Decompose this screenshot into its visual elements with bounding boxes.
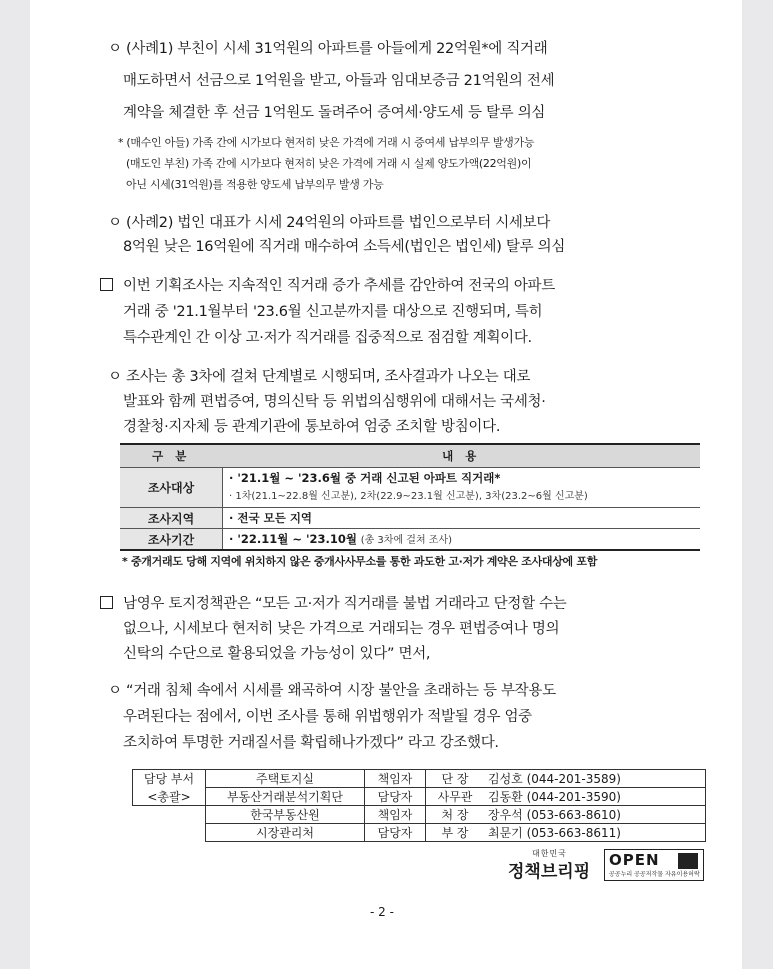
contact-org: 한국부동산원 — [206, 806, 365, 824]
plan-line1: 이번 기획조사는 지속적인 직거래 증가 추세를 감안하여 전국의 아파트 — [100, 270, 555, 302]
period-note: (총 3차에 걸쳐 조사) — [360, 535, 453, 546]
region-label: 조사지역 — [120, 508, 223, 529]
contact-person: 장우석 (053-663-8610) — [484, 806, 706, 824]
table-row — [120, 468, 700, 508]
period-label: 조사기간 — [120, 529, 223, 551]
case2-line2: 8억원 낮은 16억원에 직거래 매수하여 소득세(법인은 법인세) 탈루 의심 — [123, 239, 566, 255]
region-value: · 전국 모든 지역 — [223, 508, 701, 529]
table-row — [120, 508, 700, 529]
stage-line1: ㅇ 조사는 총 3차에 걸쳐 단계별로 시행되며, 조사결과가 나오는 대로 — [108, 369, 531, 385]
table-row — [120, 529, 700, 551]
korea-policy-briefing-logo — [508, 848, 596, 880]
case1-note-line1: * (매수인 아들) 가족 간에 시가보다 현저히 낮은 가격에 거래 시 증여세 납부의무 발생가능 — [118, 136, 535, 149]
col-category: 구 분 — [120, 444, 223, 468]
contact-org: 주택토지실 — [206, 770, 365, 788]
contact-title: 부 장 — [426, 824, 485, 842]
document-page — [30, 0, 742, 969]
contact-table — [132, 769, 706, 842]
logo-open-caption: 공공누리 공공저작물 자유이용허락 — [609, 871, 700, 878]
logo-korea-small: 대한민국 — [532, 849, 567, 858]
table-row — [133, 788, 706, 806]
blank-cell — [133, 806, 206, 842]
contact-role: 담당자 — [365, 788, 426, 806]
plan-line2: 거래 중 '21.1월부터 '23.6월 신고분까지를 대상으로 진행되며, 특히 — [123, 304, 543, 320]
contact-title: 처 장 — [426, 806, 485, 824]
target-label: 조사대상 — [120, 468, 223, 508]
quote-line3: 신탁의 수단으로 활용되었을 가능성이 있다” 면서, — [123, 646, 431, 662]
stage-line2: 발표와 함께 편법증여, 명의신탁 등 위법의심행위에 대해서는 국세청· — [123, 394, 546, 410]
open-license-logo — [604, 849, 704, 881]
contact-title: 단 장 — [426, 770, 485, 788]
case1-note-line3: 아닌 시세(31억원)를 적용한 양도세 납부의무 발생 가능 — [126, 178, 384, 191]
logo-open-title: OPEN — [609, 851, 660, 869]
contact-person: 김동환 (044-201-3590) — [484, 788, 706, 806]
contact-role: 담당자 — [365, 824, 426, 842]
target-content — [223, 468, 701, 508]
logo-korea-big: 정책브리핑 — [508, 862, 591, 882]
target-line2: · 1차(21.1~22.8월 신고분), 2차(22.9~23.1월 신고분), 3차(23.2~6월 신고분) — [229, 491, 588, 502]
checkbox-square-icon — [100, 596, 113, 609]
quote-line2: 없으나, 시세보다 현저히 낮은 가격으로 거래되는 경우 편법증여나 명의 — [123, 621, 560, 637]
dept-label: 담당 부서 — [133, 770, 206, 788]
table-row — [133, 824, 706, 842]
contact-org: 시장관리처 — [206, 824, 365, 842]
contact-role: 책임자 — [365, 770, 426, 788]
table-footnote: * 중개거래도 당해 지역에 위치하지 않은 중개사사무소를 통한 과도한 고·저가 계약은 조사대상에 포함 — [122, 555, 598, 568]
stage-line3: 경찰청·지자체 등 관계기관에 통보하여 엄중 조치할 방침이다. — [123, 419, 501, 435]
col-content: 내 용 — [223, 444, 701, 468]
contact-person: 김성호 (044-201-3589) — [484, 770, 706, 788]
case1-line3: 계약을 체결한 후 선금 1억원도 돌려주어 증여세·양도세 등 탈루 의심 — [123, 105, 546, 121]
dept-sub: <총괄> — [133, 788, 206, 806]
plan-line3: 특수관계인 간 이상 고·저가 직거래를 집중적으로 점검할 계획이다. — [123, 330, 532, 346]
contact-org: 부동산거래분석기획단 — [206, 788, 365, 806]
case2-line1: ㅇ (사례2) 법인 대표가 시세 24억원의 아파트를 법인으로부터 시세보다 — [108, 215, 551, 231]
case1-note-line2: (매도인 부친) 가족 간에 시가보다 현저히 낮은 가격에 거래 시 실제 양도가액(22억원)이 — [126, 157, 532, 170]
survey-table — [120, 443, 700, 551]
survey-table-header — [120, 444, 700, 468]
quote-line1: 남영우 토지정책관은 “모든 고·저가 직거래를 불법 거래라고 단정할 수는 — [100, 588, 567, 620]
contact-title: 사무관 — [426, 788, 485, 806]
checkbox-square-icon — [100, 278, 113, 291]
case1-line1: ㅇ (사례1) 부친이 시세 31억원의 아파트를 아들에게 22억원*에 직거래 — [108, 41, 548, 57]
case1-line2: 매도하면서 선금으로 1억원을 받고, 아들과 임대보증금 21억원의 전세 — [123, 73, 555, 89]
quote2-line1: ㅇ “거래 침체 속에서 시세를 왜곡하여 시장 불안을 초래하는 등 부작용도 — [108, 683, 556, 699]
table-row — [133, 806, 706, 824]
period-value: · '22.11월 ~ '23.10월 — [229, 532, 358, 546]
quote2-line3: 조치하여 투명한 거래질서를 확립해나가겠다” 라고 강조했다. — [123, 735, 499, 751]
target-line1: · '21.1월 ~ '23.6월 중 거래 신고된 아파트 직거래* — [229, 471, 501, 485]
page-number: - 2 - — [370, 905, 394, 919]
quote2-line2: 우려된다는 점에서, 이번 조사를 통해 위법행위가 적발될 경우 엄중 — [123, 709, 532, 725]
contact-person: 최문기 (053-663-8611) — [484, 824, 706, 842]
period-content — [223, 529, 701, 551]
table-row — [133, 770, 706, 788]
license-type-icon — [678, 853, 698, 869]
contact-role: 책임자 — [365, 806, 426, 824]
